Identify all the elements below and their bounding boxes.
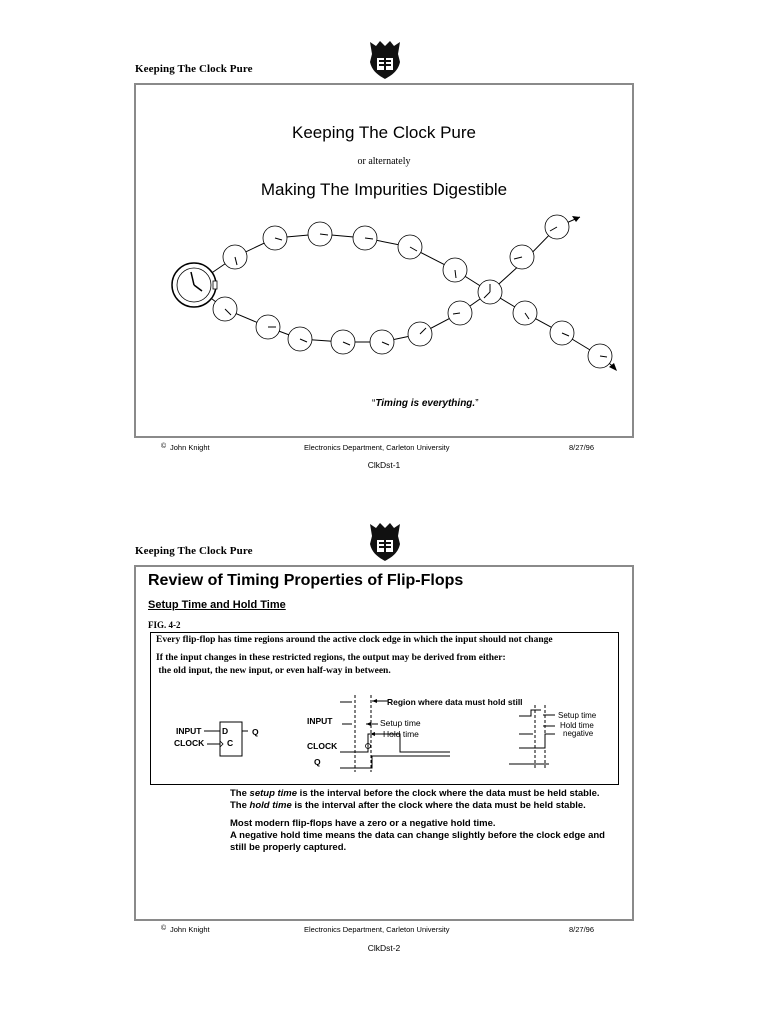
para-negative-hold-1: A negative hold time means the data can change slightly before the clock edge and — [230, 830, 605, 841]
slide2-title: Review of Timing Properties of Flip-Flops — [148, 572, 464, 589]
footer-author: John Knight — [170, 925, 210, 934]
neg-hold-label: Hold time — [560, 721, 594, 730]
slide1-id: ClkDst-1 — [367, 460, 401, 470]
para-modern-flipflops: Most modern flip-flops have a zero or a negative hold time. — [230, 818, 496, 829]
slide1-subtitle: Making The Impurities Digestible — [260, 180, 508, 199]
university-crest-logo — [368, 522, 402, 562]
para1-a: The — [230, 788, 250, 799]
box-line-3: the old input, the new input, or even half-way in between. — [156, 666, 391, 676]
slide1-alt: or alternately — [357, 156, 411, 167]
timing-q-label: Q — [314, 757, 321, 767]
ff-clock-label: CLOCK — [174, 738, 205, 748]
slide1-title: Keeping The Clock Pure — [292, 123, 476, 142]
para1-c: is the interval before the clock where the data must be held stable. — [297, 788, 600, 799]
footer-dept: Electronics Department, Carleton University — [304, 925, 450, 934]
slide1-quote — [372, 398, 479, 409]
negative-hold-diagram — [505, 700, 565, 775]
clock-fish-illustration — [160, 205, 630, 380]
footer-date: 8/27/96 — [569, 925, 595, 934]
copyright-icon: © — [161, 443, 167, 450]
university-crest-logo — [368, 40, 402, 80]
section-heading: Setup Time and Hold Time — [148, 599, 286, 611]
ff-q-label: Q — [252, 727, 259, 737]
ff-c-label: C — [227, 738, 234, 748]
ff-d-label: D — [222, 726, 229, 736]
neg-negative-label: negative — [563, 729, 594, 738]
footer-author: John Knight — [170, 443, 210, 452]
para2-c: is the interval after the clock where the data must be held stable. — [291, 800, 586, 811]
copyright-icon: © — [161, 925, 167, 932]
slide2-id: ClkDst-2 — [367, 943, 401, 953]
footer-dept: Electronics Department, Carleton University — [304, 443, 450, 452]
quote-text: Timing is everything. — [375, 398, 476, 409]
wristwatch-icon — [172, 263, 217, 307]
neg-setup-label: Setup time — [558, 711, 597, 720]
footer-date: 8/27/96 — [569, 443, 595, 452]
region-label: Region where data must hold still — [387, 697, 523, 707]
timing-clock-label: CLOCK — [307, 741, 338, 751]
para-negative-hold-2: still be properly captured. — [230, 842, 347, 853]
figure-label: FIG. 4-2 — [148, 620, 181, 630]
quote-open-mark: “ — [372, 398, 376, 409]
para1-term: setup time — [249, 788, 298, 799]
hold-time-label: Hold time — [383, 729, 419, 739]
para-hold-time — [230, 799, 586, 812]
timing-input-label: INPUT — [307, 716, 333, 726]
page2-header: Keeping The Clock Pure — [135, 545, 253, 557]
para2-a: The — [230, 800, 250, 811]
page1-header: Keeping The Clock Pure — [135, 63, 253, 75]
box-line-1: Every flip-flop has time regions around the active clock edge in which the input should not change — [156, 635, 553, 645]
box-line-2: If the input changes in these restricted regions, the output may be derived from either: — [156, 653, 506, 663]
quote-close-mark: ” — [475, 398, 479, 409]
ff-input-label: INPUT — [176, 726, 202, 736]
para2-term: hold time — [249, 800, 292, 811]
setup-time-label: Setup time — [380, 718, 421, 728]
